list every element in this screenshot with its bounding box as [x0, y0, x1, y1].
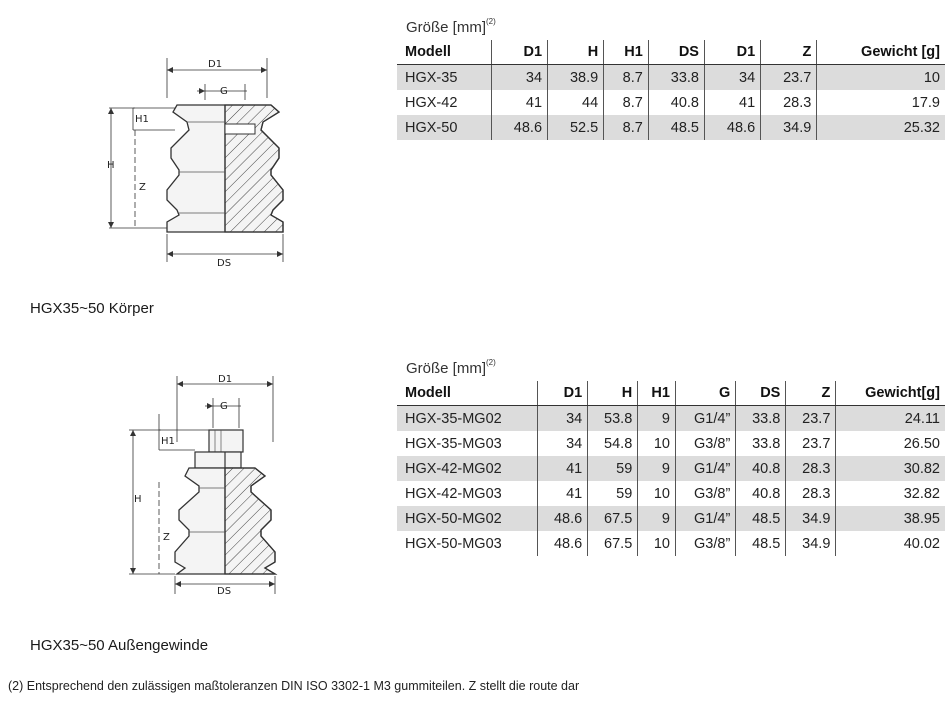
- col-h1: H1: [638, 381, 676, 406]
- cell-modell: HGX-50: [397, 115, 491, 140]
- cell-z: 28.3: [786, 456, 836, 481]
- cell-ds: 40.8: [736, 481, 786, 506]
- table-header-row: [397, 381, 945, 406]
- cell-d1: 48.6: [538, 531, 588, 556]
- cell-gewicht: 32.82: [836, 481, 945, 506]
- table-row: [397, 90, 945, 115]
- cell-h: 52.5: [548, 115, 604, 140]
- cell-gewicht: 30.82: [836, 456, 945, 481]
- cell-h1: 8.7: [604, 65, 649, 91]
- cell-gewicht: 38.95: [836, 506, 945, 531]
- cell-h1: 9: [638, 406, 676, 432]
- cell-h: 59: [588, 456, 638, 481]
- cell-ds: 33.8: [736, 431, 786, 456]
- cell-z: 23.7: [786, 406, 836, 432]
- cell-d1: 41: [538, 481, 588, 506]
- col-modell: Modell: [397, 40, 491, 65]
- cell-modell: HGX-50-MG02: [397, 506, 538, 531]
- table-row: [397, 65, 945, 91]
- table-row: [397, 481, 945, 506]
- col-modell: Modell: [397, 381, 538, 406]
- d1-label: D1: [208, 59, 223, 70]
- spec-table-thread: [397, 381, 945, 556]
- cell-z: 23.7: [786, 431, 836, 456]
- table-row: [397, 406, 945, 432]
- cell-gewicht: 17.9: [817, 90, 945, 115]
- cell-d1: 48.6: [491, 115, 547, 140]
- cell-d1: 34: [491, 65, 547, 91]
- d1-label-2: D1: [218, 374, 233, 385]
- cell-h: 59: [588, 481, 638, 506]
- col-d1: D1: [538, 381, 588, 406]
- ds-label-2: DS: [217, 586, 232, 597]
- cell-ds: 48.5: [736, 506, 786, 531]
- cell-h1: 10: [638, 531, 676, 556]
- col-z: Z: [786, 381, 836, 406]
- g-label-2: G: [220, 401, 228, 412]
- cell-d1: 34: [538, 431, 588, 456]
- h-label-2: H: [134, 494, 142, 505]
- col-gewicht: Gewicht[g]: [836, 381, 945, 406]
- body-drawing: [95, 50, 310, 275]
- size-label-1: Größe [mm]$^{(2)}$: [406, 17, 496, 36]
- cell-gewicht: 24.11: [836, 406, 945, 432]
- cell-gewicht: 25.32: [817, 115, 945, 140]
- cell-d1-second: 48.6: [704, 115, 760, 140]
- cell-modell: HGX-42-MG03: [405, 485, 502, 502]
- section2-caption: HGX35~50 Außengewinde: [30, 637, 209, 654]
- cell-z: 28.3: [786, 481, 836, 506]
- cell-gewicht: 10: [817, 65, 945, 91]
- cell-d1: 41: [491, 90, 547, 115]
- table-row: [397, 431, 945, 456]
- g-label: G: [220, 86, 228, 97]
- cell-modell: HGX-42: [405, 94, 458, 111]
- h1-label-2: H1: [161, 436, 175, 447]
- cell-h: 67.5: [588, 531, 638, 556]
- cell-z: 34.9: [761, 115, 817, 140]
- cell-modell: HGX-35: [397, 65, 491, 91]
- col-ds: DS: [736, 381, 786, 406]
- cell-ds: 33.8: [736, 406, 786, 432]
- cell-g: G1/4”: [675, 506, 735, 531]
- cell-d1: 48.6: [538, 506, 588, 531]
- cell-g: G3/8”: [675, 481, 735, 506]
- cell-d1-second: 34: [704, 65, 760, 91]
- table-row: [397, 531, 945, 556]
- table-row: [397, 115, 945, 140]
- cell-h: 44: [548, 90, 604, 115]
- h1-label: H1: [135, 114, 149, 125]
- cell-modell: HGX-35-MG02: [397, 406, 538, 432]
- cell-d1: 41: [538, 456, 588, 481]
- cell-ds: 48.5: [736, 531, 786, 556]
- cell-ds: 48.5: [648, 115, 704, 140]
- cell-h1: 10: [638, 431, 676, 456]
- cell-gewicht: 40.02: [836, 531, 945, 556]
- col-d1: D1: [491, 40, 547, 65]
- cell-modell: HGX-50-MG03: [405, 535, 502, 552]
- thread-drawing: [125, 372, 300, 602]
- cell-h1: 9: [638, 456, 676, 481]
- spec-table-body: [397, 40, 945, 140]
- cell-g: G3/8”: [675, 431, 735, 456]
- ds-label: DS: [217, 258, 232, 269]
- cell-h1: 9: [638, 506, 676, 531]
- cell-g: G1/4”: [675, 406, 735, 432]
- cell-ds: 33.8: [648, 65, 704, 91]
- size-label-2: Größe [mm]$^{(2)}$: [406, 358, 496, 377]
- cell-z: 34.9: [786, 506, 836, 531]
- cell-g: G3/8”: [675, 531, 735, 556]
- cell-h: 54.8: [588, 431, 638, 456]
- cell-g: G1/4”: [675, 456, 735, 481]
- col-ds: DS: [648, 40, 704, 65]
- col-h1: H1: [604, 40, 649, 65]
- cell-z: 28.3: [761, 90, 817, 115]
- table-row: [397, 506, 945, 531]
- cell-h: 67.5: [588, 506, 638, 531]
- col-d1-second: D1: [704, 40, 760, 65]
- col-g: G: [675, 381, 735, 406]
- cell-d1: 34: [538, 406, 588, 432]
- cell-h1: 8.7: [604, 90, 649, 115]
- z-label: Z: [139, 182, 146, 193]
- table-header-row: [397, 40, 945, 65]
- cell-h1: 8.7: [604, 115, 649, 140]
- section1-caption: HGX35~50 Körper: [30, 300, 154, 317]
- cell-modell: HGX-42-MG02: [397, 456, 538, 481]
- cell-z: 23.7: [761, 65, 817, 91]
- col-gewicht: Gewicht [g]: [817, 40, 945, 65]
- cell-modell: HGX-35-MG03: [405, 435, 502, 452]
- cell-ds: 40.8: [648, 90, 704, 115]
- footnote: (2) Entsprechend den zulässigen maßtoleranzen DIN ISO 3302-1 M3 gummiteilen. Z stellt die route dar: [8, 679, 580, 693]
- col-h: H: [548, 40, 604, 65]
- z-label-2: Z: [163, 532, 170, 543]
- cell-h: 38.9: [548, 65, 604, 91]
- cell-d1-second: 41: [704, 90, 760, 115]
- h-label: H: [107, 160, 115, 171]
- cell-ds: 40.8: [736, 456, 786, 481]
- table-row: [397, 456, 945, 481]
- col-h: H: [588, 381, 638, 406]
- cell-h1: 10: [638, 481, 676, 506]
- cell-h: 53.8: [588, 406, 638, 432]
- col-z: Z: [761, 40, 817, 65]
- cell-z: 34.9: [786, 531, 836, 556]
- cell-gewicht: 26.50: [836, 431, 945, 456]
